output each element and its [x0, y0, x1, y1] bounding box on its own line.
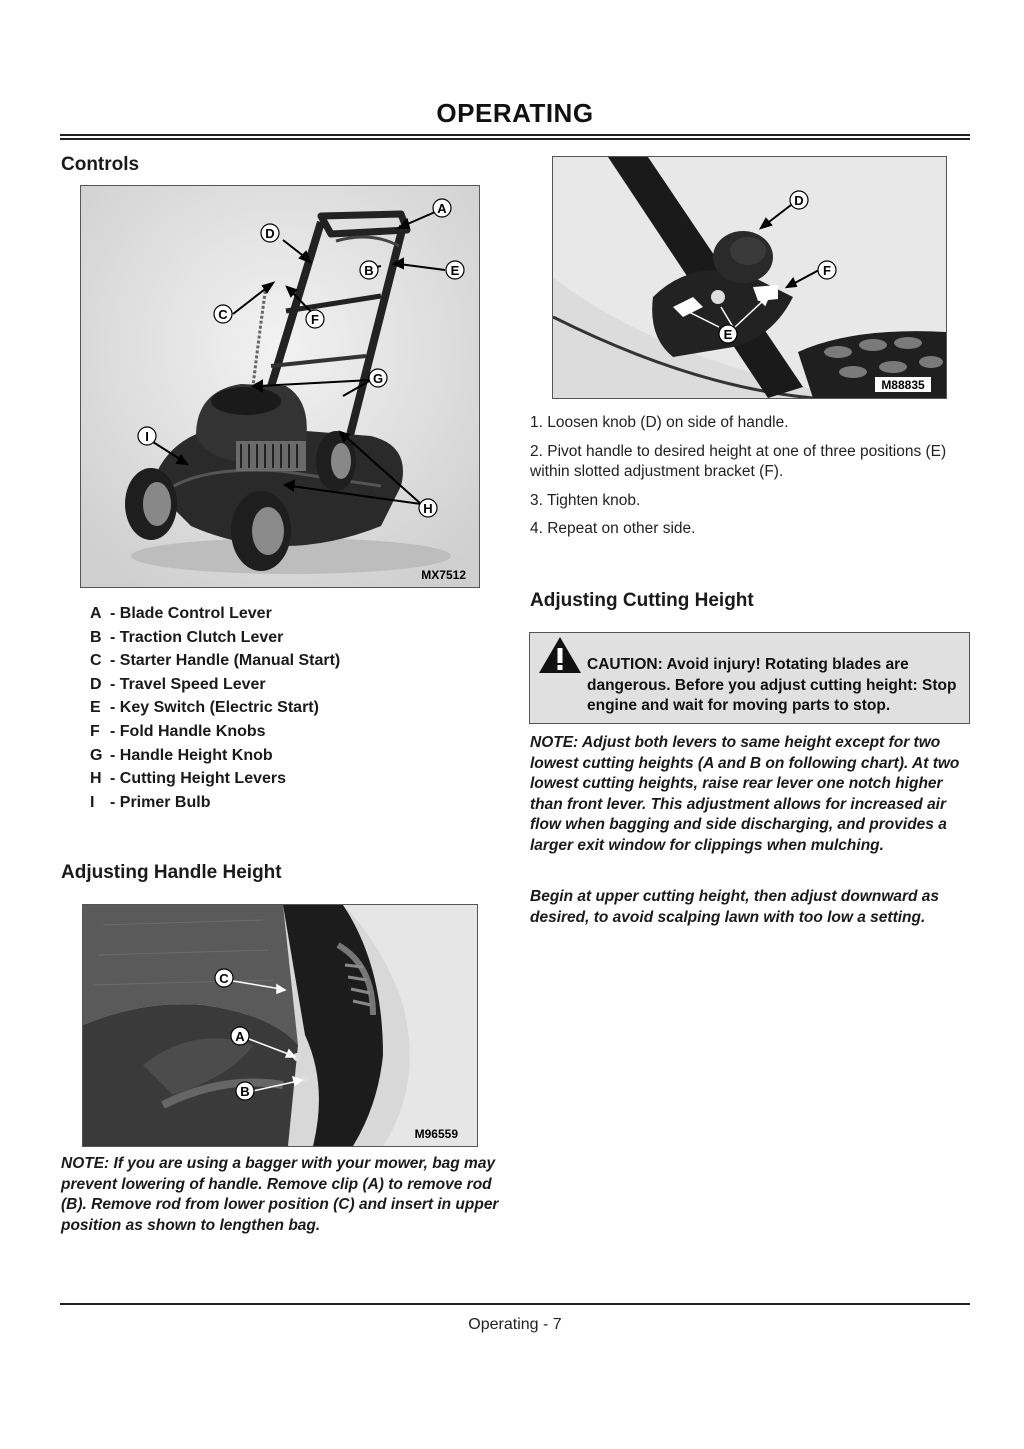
callout-a: A — [235, 1029, 245, 1044]
handle-height-heading: Adjusting Handle Height — [61, 862, 282, 883]
callout-c: C — [219, 971, 229, 986]
figure-code: M96559 — [414, 1127, 458, 1141]
page-footer: Operating - 7 — [468, 1316, 562, 1333]
callout-i: I — [145, 429, 149, 444]
callout-h: H — [423, 501, 433, 516]
handle-knob-figure — [552, 156, 947, 399]
callout-d: D — [265, 226, 275, 241]
callout-f: F — [823, 263, 831, 278]
callout-c: C — [218, 307, 228, 322]
callout-a: A — [437, 201, 447, 216]
legend-item: G - Handle Height Knob — [90, 746, 273, 764]
controls-legend — [90, 602, 510, 814]
step-2: 2. Pivot handle to desired height at one of three positions (E) within slotted adjustment bracket (F). — [530, 443, 947, 480]
mower-controls-figure — [80, 185, 480, 588]
callout-d: D — [794, 193, 804, 208]
callout-b: B — [240, 1084, 250, 1099]
title-rule — [60, 134, 970, 140]
legend-item: C - Starter Handle (Manual Start) — [90, 652, 341, 670]
callout-g: G — [372, 371, 384, 386]
cutting-height-instruction: Begin at upper cutting height, then adjust downward as desired, to avoid scalping lawn with too low a setting. — [530, 888, 940, 926]
step-3: 3. Tighten knob. — [530, 492, 641, 509]
bagger-note: NOTE: If you are using a bagger with your mower, bag may prevent lowering of handle. Remove clip (A) to remove rod (B). Remove rod from lower position (C) and insert in upper position as shown to lengthen bag. — [61, 1155, 499, 1234]
legend-item: F - Fold Handle Knobs — [90, 722, 266, 740]
callout-f: F — [311, 312, 319, 327]
caution-text: CAUTION: Avoid injury! Rotating blades are dangerous. Before you adjust cutting height: Stop engine and wait for moving parts to stop. — [587, 656, 957, 714]
callout-e: E — [723, 327, 733, 342]
mower-illustration — [81, 186, 479, 587]
legend-item: H - Cutting Height Levers — [90, 770, 287, 788]
legend-item: E - Key Switch (Electric Start) — [90, 699, 319, 717]
legend-item: B - Traction Clutch Lever — [90, 628, 284, 646]
page-title: OPERATING — [436, 98, 594, 128]
callout-e: E — [450, 263, 460, 278]
callout-b: B — [364, 263, 374, 278]
cutting-height-note: NOTE: Adjust both levers to same height except for two lowest cutting heights (A and B on following chart). At two lowest cutting heights, raise rear lever one notch higher than front lever. This adjustment allows for increased air flow when bagging and side discharging, and provides a larger exit window for clippings when mulching. — [530, 734, 960, 854]
warning-icon — [538, 636, 582, 674]
bagger-illustration — [83, 905, 477, 1146]
cutting-height-heading: Adjusting Cutting Height — [530, 590, 754, 611]
bagger-figure — [82, 904, 478, 1147]
legend-item: D - Travel Speed Lever — [90, 675, 266, 693]
handle-knob-illustration — [553, 157, 946, 398]
step-4: 4. Repeat on other side. — [530, 520, 696, 537]
footer-rule — [60, 1303, 970, 1305]
figure-code: M88835 — [881, 378, 925, 392]
figure-code: MX7512 — [421, 568, 466, 582]
legend-item: I - Primer Bulb — [90, 793, 211, 811]
step-1: 1. Loosen knob (D) on side of handle. — [530, 414, 789, 431]
legend-item: A - Blade Control Lever — [90, 605, 272, 622]
controls-heading: Controls — [61, 154, 140, 175]
